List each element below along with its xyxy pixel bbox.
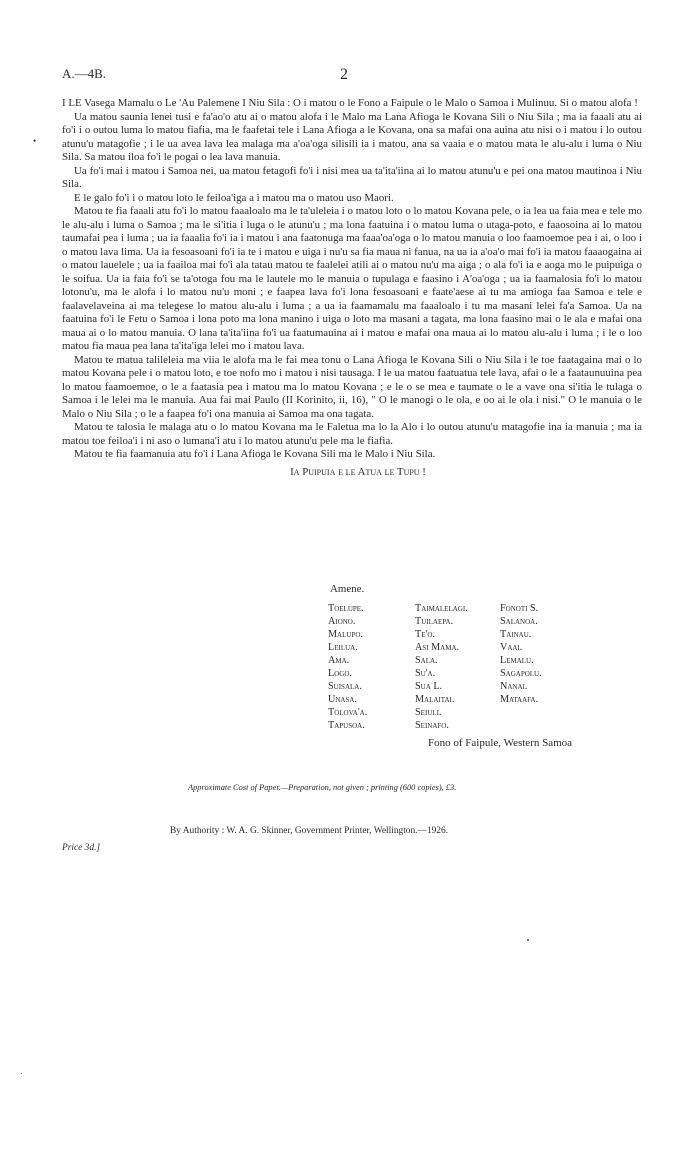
signatory-name: Su'a.: [415, 668, 436, 679]
signatory-name: Salanoa.: [500, 616, 538, 627]
body-paragraph: Matou te matua talileleia ma viia le alofa ma le fai mea tonu o Lana Afioga le Kovana Sili o Niu Sila i le toe faatagaina mai o lo matou Kovana pele i o matou loto, e toe nofo mo i matou i nisi tausaga. I le ua matou faatuatua tele lava, afai o le a faataunuuina pea lo matou faamoemoe, o le a faatasia pea i matou ma lo matou Kovana ; e le o se mea e taumate o le a vave ona si'itia le tulaga o Samoa i le lelei ma le manuia. Aua fai mai Paulo (II Korinito, ii, 16), " O le manogi o le ola, e oo ai le ola i nisi." O le manuia o le Malo o Niu Sila ; o le a faapea fo'i ona manuia ai Samoa ma ona tagata.: [62, 353, 642, 420]
letter-body: [62, 97, 642, 479]
signatory-name: Lemalu.: [500, 655, 534, 666]
signatory-name: Mataafa.: [500, 694, 539, 705]
document-reference: A.—4B.: [62, 66, 107, 81]
body-paragraph: E le galo fo'i i o matou loto le feiloa'iga a i matou ma o matou uso Maori.: [74, 191, 394, 204]
print-speck: [527, 939, 529, 941]
signatory-name: Te'o.: [415, 629, 435, 640]
signatory-name: Malupo.: [328, 629, 363, 640]
signatory-name: Sala.: [415, 655, 438, 666]
body-paragraph: Ua fo'i mai i matou i Samoa nei, ua matou fetagofi fo'i i nisi mea ua ta'ita'iina ai lo matou atunu'u e pei ona matou mautinoa i Niu Sila.: [62, 164, 642, 190]
signatory-name: Asi Mama.: [415, 642, 460, 653]
signatory-name: Logo.: [328, 668, 352, 679]
body-paragraph: Ua matou saunia lenei tusi e fa'ao'o atu ai o matou alofa i le Malo ma Lana Afioga le Kovana Sili o Niu Sila ; ma ia faaali atu ai fo'i i o outou luma lo matou fiafia, ma le faafetai tele i Lana Afioga a le Kovana, ona sa mafai ona auina atu nisi o i matou i lo outou atunu'u matagofie ; i le ua avea lava lea malaga ma a'oa'oga silisili ia i matou, ana sa vaaia e o matou mata le alu-alu i luma o Niu Sila. Sa matou iloa fo'i le pogai o lea lava manuia.: [62, 110, 642, 163]
body-paragraph: Matou te fia faaali atu fo'i lo matou faaaloalo ma le ta'uleleia i o matou loto o lo matou Kovana pele, o ia lea ua faia mea e tele mo le alu-alu i luma o Samoa ; ma le si'itia i luga o le atunu'u ; ma lona faatuina i o matou luma o utaga-poto, e faaosoina ai lo matou taumafai pea i luma ; ua ia faaalia fo'i ia i matou i ana faatonuga ma faaa'oa'oga o lo matou manuia o loo faamoemoe pea i ai, o loo i o matou lava lima. Ua ia fesoasoani fo'i ia te i matou e uiga i nu'u sa fia maua ni fanua, na ua ia a'oa'o mai fo'i ia matou faaaogaina ai o matou lauelele ; ua ia faailoa mai fo'i ala tatau matou te faalelei atili ai o matou nu'u ma aiga ; o ala fo'i ia e aoga mo le puipuiga o le soifua. Ua ia faia fo'i se ta'otoga fou ma le lautele mo le manuia o tupulaga e faasino i A'oa'oga ; ua ia faamalosia fo'i lo matou lotonu'u, ma le alofa i lo matou nu'u moni ; e faapea lava fo'i lona fesoasoani e faate'aese ai tu ma amioga faa Samoa e tele e faalavelaveina ai ma telegese lo matou alu-alu i luma ; a ua ia faamamalu ma faaaloalo i tu ma masani lelei fa'a Samoa. Ua na faatuina fo'i le Fetu o Samoa i lona poto ma lona manino i uiga o loto ma masani a tagata, ma lona faasino mai o le ala e mafai ona maua ai o lo matou manuia. O lana ta'ita'iina fo'i ua faatumauina ai i matou e mafai ona maua ai lo matou alu-alu i luma ; i le o loo matou fia maua pea lana ta'ita'iga lelei mo i matou lava.: [62, 205, 642, 352]
margin-mark: •: [33, 136, 37, 146]
signatory-name: Tuilaepa.: [415, 616, 454, 627]
signatory-name: Suisala.: [328, 681, 362, 692]
signatories-column-3: [500, 602, 590, 706]
body-paragraph: Matou te talosia le malaga atu o lo matou Kovana ma le Faletua ma lo la Alo i lo outou atunu'u matagofie ina ia manuia ; ma ia matou toe feiloa'i i ni aso o lumana'i atu i lo matou atunu'u pele ma le fiafia.: [62, 421, 642, 447]
signatory-name: Unasa.: [328, 694, 357, 705]
signatory-name: Taimalelagi.: [415, 603, 468, 614]
signatory-name: Tolova'a.: [328, 707, 368, 718]
signatory-name: Aiono.: [328, 616, 356, 627]
signatory-name: Tainau.: [500, 629, 532, 640]
print-speck: [21, 1073, 22, 1074]
signatory-name: Tapusoa.: [328, 720, 365, 731]
page-number: 2: [340, 66, 348, 83]
signatories-column-2: [415, 602, 505, 732]
closing-blessing: Ia Puipuia e le Atua le Tupu !: [290, 465, 426, 478]
price-label: Price 3d.]: [62, 843, 101, 853]
signatories-column-1: [328, 602, 418, 732]
signatory-name: Seinafo.: [415, 720, 449, 731]
fono-signature: Fono of Faipule, Western Samoa: [428, 737, 573, 749]
signatory-name: Seiuli.: [415, 707, 442, 718]
salutation-paragraph: I LE Vasega Mamalu o Le 'Au Palemene I Niu Sila : O i matou o le Fono a Faipule o le Malo o Samoa i Mulinuu. Si o matou alofa !: [62, 97, 638, 109]
signatory-name: Fonoti S.: [500, 603, 539, 614]
signatory-name: Nanai.: [500, 681, 528, 692]
signatory-name: Sagapolu.: [500, 668, 542, 679]
signatory-name: Malaitai.: [415, 694, 455, 705]
signatory-name: Toelupe.: [328, 603, 364, 614]
cost-note: Approximate Cost of Paper.—Preparation, not given ; printing (600 copies), £3.: [188, 783, 457, 792]
body-paragraph: Matou te fia faamanuia atu fo'i i Lana Afioga le Kovana Sili ma le Malo i Niu Sila.: [74, 448, 436, 460]
signatory-name: Vaai.: [500, 642, 523, 653]
signatory-name: Sua L.: [415, 681, 443, 692]
amen-line: Amene.: [330, 583, 365, 595]
printer-authority: By Authority : W. A. G. Skinner, Government Printer, Wellington.—1926.: [170, 826, 448, 836]
signatory-name: Ama.: [328, 655, 350, 666]
signatory-name: Leilua.: [328, 642, 358, 653]
